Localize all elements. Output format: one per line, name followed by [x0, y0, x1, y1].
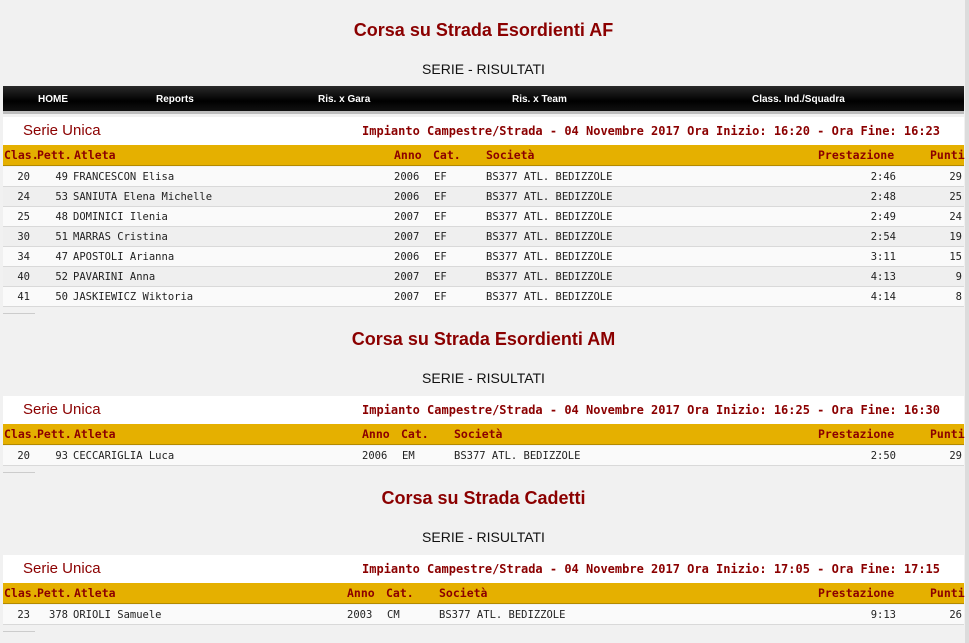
- nav-reports[interactable]: Reports: [156, 94, 194, 105]
- cell-clas: 40: [17, 271, 30, 283]
- cell-cat: EF: [434, 191, 447, 203]
- cell-societa: BS377 ATL. BEDIZZOLE: [486, 231, 613, 243]
- divider: [3, 472, 35, 473]
- cell-atleta: APOSTOLI Arianna: [73, 251, 175, 263]
- cell-pett: 53: [55, 191, 68, 203]
- col-punti: Punti: [930, 427, 965, 441]
- cell-pett: 52: [55, 271, 68, 283]
- cell-anno: 2006: [394, 191, 420, 203]
- cell-atleta: DOMINICI Ilenia: [73, 211, 168, 223]
- table-row: [3, 287, 964, 307]
- col-pett: Pett.: [37, 427, 72, 441]
- col-clas: Clas.: [4, 586, 39, 600]
- cell-prestazione: 4:13: [870, 271, 896, 283]
- cell-clas: 23: [17, 609, 30, 621]
- table-row: [3, 267, 964, 287]
- cell-cat: EF: [434, 171, 447, 183]
- cell-pett: 51: [55, 231, 68, 243]
- col-atleta: Atleta: [74, 427, 116, 441]
- cell-anno: 2007: [394, 211, 420, 223]
- cell-prestazione: 9:13: [870, 609, 896, 621]
- col-prestazione: Prestazione: [818, 427, 895, 441]
- col-pett: Pett.: [37, 586, 72, 600]
- section-title: Corsa su Strada Esordienti AM: [351, 329, 616, 349]
- top-nav: [3, 86, 964, 114]
- cell-atleta: FRANCESCON Elisa: [73, 171, 175, 183]
- cell-cat: EM: [402, 450, 415, 462]
- cell-societa: BS377 ATL. BEDIZZOLE: [486, 251, 613, 263]
- section-title: Corsa su Strada Cadetti: [381, 488, 586, 508]
- col-punti: Punti: [930, 586, 965, 600]
- cell-clas: 24: [17, 191, 30, 203]
- serie-info: Impianto Campestre/Strada - 04 Novembre 2017 Ora Inizio: 17:05 - Ora Fine: 17:15: [362, 562, 940, 576]
- cell-societa: BS377 ATL. BEDIZZOLE: [439, 609, 566, 621]
- col-punti: Punti: [930, 148, 965, 162]
- cell-clas: 20: [17, 171, 30, 183]
- cell-pett: 50: [55, 291, 68, 303]
- cell-pett: 93: [55, 450, 68, 462]
- cell-anno: 2007: [394, 231, 420, 243]
- col-anno: Anno: [394, 148, 422, 162]
- cell-clas: 41: [17, 291, 30, 303]
- serie-info: Impianto Campestre/Strada - 04 Novembre 2017 Ora Inizio: 16:20 - Ora Fine: 16:23: [362, 124, 940, 138]
- divider: [3, 313, 35, 314]
- cell-anno: 2007: [394, 291, 420, 303]
- col-atleta: Atleta: [74, 148, 116, 162]
- table-header: [3, 424, 964, 445]
- table-row: [3, 227, 964, 247]
- cell-clas: 20: [17, 450, 30, 462]
- cell-anno: 2007: [394, 271, 420, 283]
- cell-prestazione: 2:48: [870, 191, 896, 203]
- col-clas: Clas.: [4, 427, 39, 441]
- cell-punti: 15: [949, 251, 962, 263]
- cell-societa: BS377 ATL. BEDIZZOLE: [486, 191, 613, 203]
- cell-anno: 2003: [347, 609, 373, 621]
- cell-societa: BS377 ATL. BEDIZZOLE: [486, 271, 613, 283]
- cell-punti: 25: [949, 191, 962, 203]
- nav-ris-team[interactable]: Ris. x Team: [512, 94, 567, 105]
- serie-bar: [3, 555, 964, 583]
- col-clas: Clas.: [4, 148, 39, 162]
- cell-atleta: JASKIEWICZ Wiktoria: [73, 291, 194, 303]
- section-subtitle: SERIE - RISULTATI: [422, 529, 545, 545]
- cell-punti: 29: [949, 450, 962, 462]
- cell-pett: 48: [55, 211, 68, 223]
- cell-pett: 49: [55, 171, 68, 183]
- cell-prestazione: 2:46: [870, 171, 896, 183]
- col-societa: Società: [439, 586, 488, 600]
- cell-atleta: MARRAS Cristina: [73, 231, 168, 243]
- cell-punti: 19: [949, 231, 962, 243]
- cell-atleta: CECCARIGLIA Luca: [73, 450, 175, 462]
- section-subtitle: SERIE - RISULTATI: [422, 370, 545, 386]
- cell-societa: BS377 ATL. BEDIZZOLE: [454, 450, 581, 462]
- col-prestazione: Prestazione: [818, 586, 895, 600]
- serie-name: Serie Unica: [23, 560, 101, 577]
- cell-atleta: PAVARINI Anna: [73, 271, 156, 283]
- table-row: [3, 446, 964, 466]
- cell-cat: EF: [434, 211, 447, 223]
- serie-bar: [3, 117, 964, 145]
- cell-societa: BS377 ATL. BEDIZZOLE: [486, 291, 613, 303]
- cell-prestazione: 2:54: [870, 231, 896, 243]
- cell-atleta: ORIOLI Samuele: [73, 609, 162, 621]
- cell-cat: EF: [434, 291, 447, 303]
- nav-class-squadra[interactable]: Class. Ind./Squadra: [752, 94, 845, 105]
- cell-pett: 378: [49, 609, 68, 621]
- col-cat: Cat.: [386, 586, 414, 600]
- cell-prestazione: 4:14: [870, 291, 896, 303]
- serie-name: Serie Unica: [23, 122, 101, 139]
- cell-prestazione: 2:49: [870, 211, 896, 223]
- vertical-scrollbar[interactable]: [965, 0, 969, 643]
- table-row: [3, 207, 964, 227]
- table-row: [3, 605, 964, 625]
- col-atleta: Atleta: [74, 586, 116, 600]
- cell-clas: 34: [17, 251, 30, 263]
- table-row: [3, 247, 964, 267]
- cell-clas: 25: [17, 211, 30, 223]
- cell-atleta: SANIUTA Elena Michelle: [73, 191, 213, 203]
- col-anno: Anno: [347, 586, 375, 600]
- table-header: [3, 145, 964, 166]
- nav-ris-gara[interactable]: Ris. x Gara: [318, 94, 371, 105]
- divider: [3, 631, 35, 632]
- cell-societa: BS377 ATL. BEDIZZOLE: [486, 171, 613, 183]
- serie-bar: [3, 396, 964, 424]
- serie-info: Impianto Campestre/Strada - 04 Novembre 2017 Ora Inizio: 16:25 - Ora Fine: 16:30: [362, 403, 940, 417]
- col-cat: Cat.: [433, 148, 461, 162]
- col-cat: Cat.: [401, 427, 429, 441]
- cell-punti: 8: [955, 291, 962, 303]
- cell-pett: 47: [55, 251, 68, 263]
- table-header: [3, 583, 964, 604]
- col-societa: Società: [486, 148, 535, 162]
- cell-cat: EF: [434, 271, 447, 283]
- table-row: [3, 187, 964, 207]
- cell-anno: 2006: [394, 251, 420, 263]
- col-prestazione: Prestazione: [818, 148, 895, 162]
- cell-punti: 29: [949, 171, 962, 183]
- col-societa: Società: [454, 427, 503, 441]
- cell-cat: EF: [434, 231, 447, 243]
- cell-anno: 2006: [394, 171, 420, 183]
- cell-punti: 26: [949, 609, 962, 621]
- cell-punti: 9: [955, 271, 962, 283]
- col-pett: Pett.: [37, 148, 72, 162]
- serie-name: Serie Unica: [23, 401, 101, 418]
- section-subtitle: SERIE - RISULTATI: [422, 61, 545, 77]
- cell-prestazione: 3:11: [870, 251, 896, 263]
- col-anno: Anno: [362, 427, 390, 441]
- cell-prestazione: 2:50: [870, 450, 896, 462]
- cell-cat: CM: [387, 609, 400, 621]
- cell-cat: EF: [434, 251, 447, 263]
- cell-anno: 2006: [362, 450, 388, 462]
- nav-home[interactable]: HOME: [38, 94, 68, 105]
- section-title: Corsa su Strada Esordienti AF: [353, 20, 614, 40]
- cell-clas: 30: [17, 231, 30, 243]
- table-row: [3, 167, 964, 187]
- cell-punti: 24: [949, 211, 962, 223]
- cell-societa: BS377 ATL. BEDIZZOLE: [486, 211, 613, 223]
